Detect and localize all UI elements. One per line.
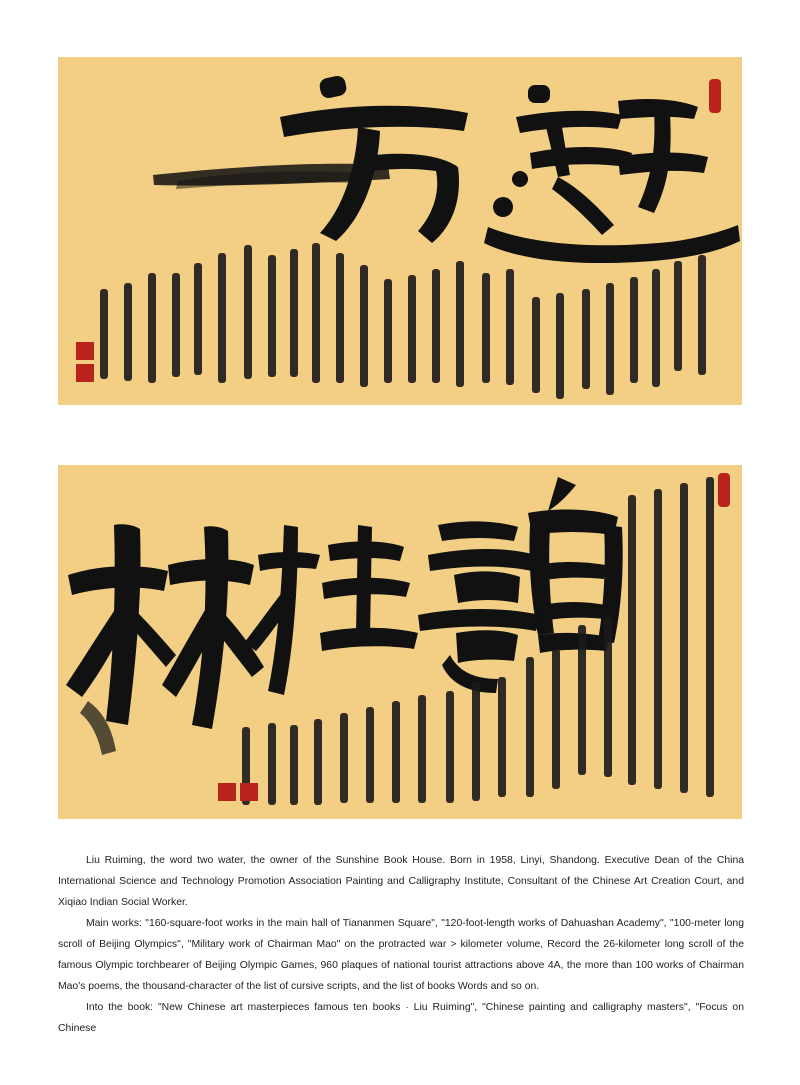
seal-bottom-left [76,342,94,382]
calligraphy-ink-top [58,57,742,405]
calligraphy-ink-bottom [58,465,742,819]
seal-top-right [709,79,721,113]
bio-paragraph-1: Liu Ruiming, the word two water, the owner of the Sunshine Book House. Born in 1958, Linyi, Shandong. Executive Dean of the China International Science and Technology Promotion Association Painting and Calligraphy Institute, Consultant of the Chinese Art Creation Court, and Xiqiao Indian Social Worker. [58,855,744,908]
calligraphy-artwork-top [58,57,742,405]
small-script-columns-top [100,243,706,399]
bio-paragraph-2: Main works: "160-square-foot works in the main hall of Tiananmen Square", "120-foot-length works of Dahuashan Academy", "100-meter long scroll of Beijing Olympics", "Military work of Chairman Mao" on the protracted war > kilometer volume, Record the 26-kilometer long scroll of the famous Olympic torchbearer of Beijing Olympic Games, 960 plaques of national tourist attractions above 4A, the more than 100 works of Chairman Mao's poems, the thousand-character of the list of cursive scripts, and the list of books Words and so on. [58,918,744,992]
seal-bottom-left [218,783,258,801]
bio-paragraph-3: Into the book: "New Chinese art masterpieces famous ten books · Liu Ruiming", "Chinese painting and calligraphy masters", "Focus on Chinese [58,1002,744,1034]
seal-top-right [718,473,730,507]
artist-biography [58,850,744,1039]
calligraphy-artwork-bottom [58,465,742,819]
